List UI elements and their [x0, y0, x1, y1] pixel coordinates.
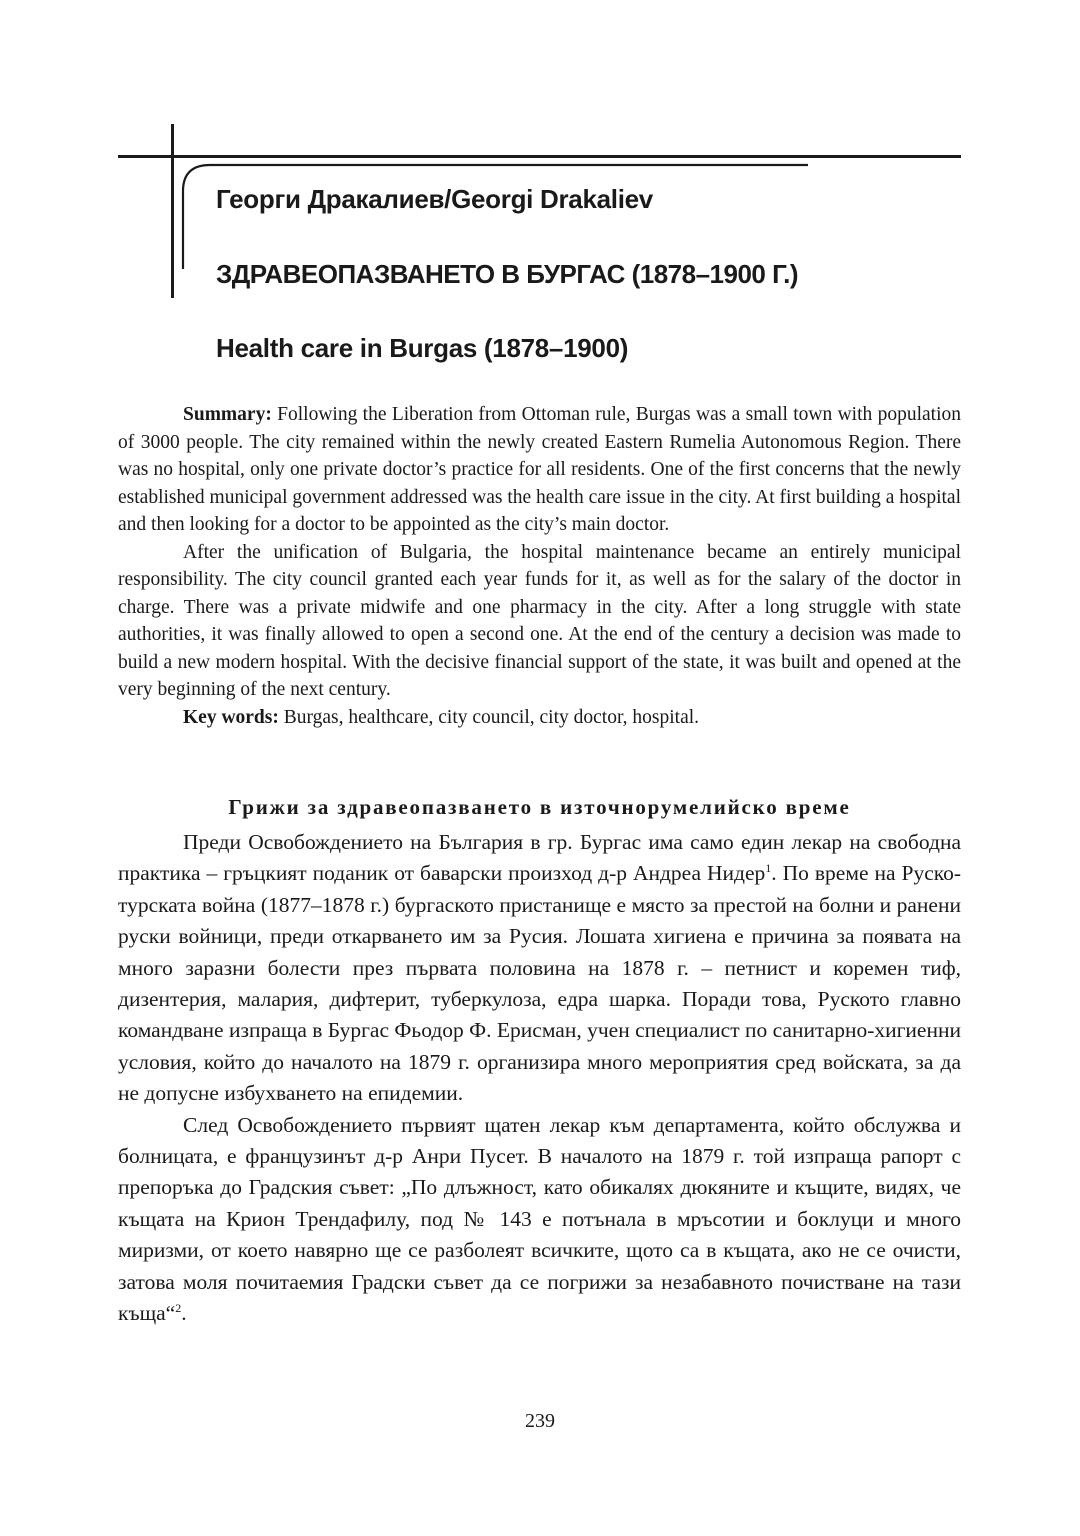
body-text	[118, 827, 961, 1330]
header-vertical-rule	[171, 124, 174, 298]
p2-text: След Освобождението първият щатен лекар към департамента, който обслужва и болницата, е французинът д-р Анри Пусет. В началото на 1879 г. той изпраща рапорт с препоръка до Градския съвет: „По длъжност, като обикалях дюкяните и къщите, видях, че къщата на Крион Трендафилу, под № 143 е потънала в мръсотии и боклуци и много миризми, от което навярно ще се разболеят всичките, щото са в къщата, ако не се очисти, затова моля почитаемия Градски съвет да се погрижи за незабавното почистване на тази къща“	[118, 1112, 961, 1326]
p1-start: Преди Освобождението на България в гр. Бургас има само един лекар на свободна практика – гръцкият поданик от баварски произход д-р Андреа Нидер	[118, 830, 961, 886]
abstract-keywords	[118, 704, 961, 732]
article-title-bulgarian: ЗДРАВЕОПАЗВАНЕТО В БУРГАС (1878–1900 Г.)	[216, 259, 798, 289]
body-paragraph-1	[118, 827, 961, 1110]
section-heading: Грижи за здравеопазването в източнорумелийско време	[228, 795, 851, 819]
summary-label: Summary:	[183, 404, 272, 425]
summary-text: Following the Liberation from Ottoman rule, Burgas was a small town with population of 3000 people. The city remained within the newly created Eastern Rumelia Autonomous Region. There was no hospital, only one private doctor’s practice for all residents. One of the first concerns that the newly established municipal government addressed was the health care issue in the city. At first building a hospital and then looking for a doctor to be appointed as the city’s main doctor.	[118, 404, 961, 535]
p2-end: .	[181, 1301, 187, 1326]
body-paragraph-2	[118, 1110, 961, 1330]
header-corner-ornament	[180, 161, 810, 271]
abstract	[118, 401, 961, 731]
keywords-label: Key words:	[183, 706, 279, 728]
keywords-text: Burgas, healthcare, city council, city doctor, hospital.	[278, 706, 700, 728]
article-title-english: Health care in Burgas (1878–1900)	[216, 333, 629, 363]
abstract-summary	[118, 401, 961, 539]
abstract-paragraph-2: After the unification of Bulgaria, the hospital maintenance became an entirely municipal responsibility. The city council granted each year funds for it, as well as for the salary of the doctor in charge. There was a private midwife and one pharmacy in the city. After a long struggle with state authorities, it was finally allowed to open a second one. At the end of the century a decision was made to build a new modern hospital. With the decisive financial support of the state, it was built and opened at the very beginning of the next century.	[118, 541, 961, 700]
author-line: Георги Дракалиев/Georgi Drakaliev	[216, 184, 653, 214]
page-number: 239	[525, 1410, 555, 1432]
footnote-ref-2: 2	[175, 1300, 182, 1315]
p1-end: . По време на Руско-турската война (1877–1878 г.) бургаското пристанище е място за престой на болни и ранени руски войници, преди откарването им за Русия. Лошата хигиена е причина за появата на много заразни болести през първата половина на 1878 г. – петнист и коремен тиф, дизентерия, малария, дифтерит, туберкулоза, едра шарка. Поради това, Руското главно командване изпраща в Бургас Фьодор Ф. Ерисман, учен специалист по санитарно-хигиенни условия, който до началото на 1879 г. организира много мероприятия сред войската, за да не допусне избухването на епидемии.	[118, 861, 962, 1106]
footnote-ref-1: 1	[765, 861, 772, 876]
header-rule	[118, 155, 961, 158]
